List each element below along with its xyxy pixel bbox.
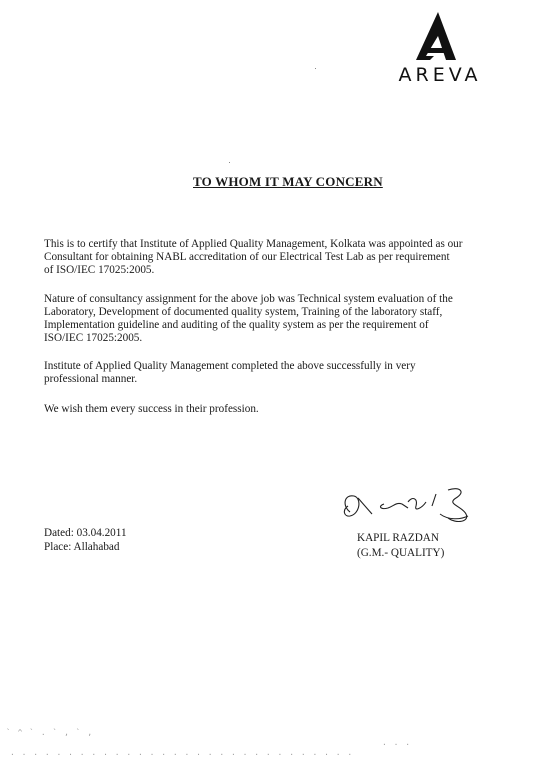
scan-artifact: · · · · · · · · · · · · · · · · · · · · · · · · · · · · · · <box>10 750 354 759</box>
paragraph-completion <box>44 360 504 386</box>
place-text: Place: Allahabad <box>44 541 120 553</box>
handwritten-signature <box>336 484 486 530</box>
text-line: Consultant for obtaining NABL accreditation of our Electrical Test Lab as per requirement <box>44 251 450 263</box>
scan-speck <box>315 68 316 69</box>
paragraph-certification <box>44 238 504 277</box>
areva-logo <box>380 10 500 88</box>
dated-text: Dated: 03.04.2011 <box>44 527 127 539</box>
text-line: We wish them every success in their profession. <box>44 403 259 415</box>
text-line: Implementation guideline and auditing of the quality system as per the requirement of <box>44 319 429 331</box>
date-place-block <box>44 526 127 554</box>
document-heading: TO WHOM IT MAY CONCERN <box>193 174 383 189</box>
signatory-name: KAPIL RAZDAN <box>357 532 439 544</box>
text-line: Laboratory, Development of documented quality system, Training of the laboratory staff, <box>44 306 443 318</box>
signatory-block <box>357 531 444 561</box>
areva-a-logo-icon <box>408 10 468 62</box>
text-line: Institute of Applied Quality Management completed the above successfully in very <box>44 360 416 372</box>
scan-speck <box>229 162 230 163</box>
text-line: of ISO/IEC 17025:2005. <box>44 264 155 276</box>
text-line: Nature of consultancy assignment for the above job was Technical system evaluation of the <box>44 293 453 305</box>
logo-wordmark: AREVA <box>398 64 482 86</box>
scan-artifact: · · · <box>382 740 412 749</box>
text-line: This is to certify that Institute of Applied Quality Management, Kolkata was appointed as our <box>44 238 463 250</box>
paragraph-assignment <box>44 293 504 345</box>
text-line: professional manner. <box>44 373 138 385</box>
scan-artifact: ` ^ ` . ` ‚ ` , <box>6 728 94 737</box>
paragraph-wishes <box>44 403 504 416</box>
signatory-title: (G.M.- QUALITY) <box>357 547 445 559</box>
text-line: ISO/IEC 17025:2005. <box>44 332 143 344</box>
